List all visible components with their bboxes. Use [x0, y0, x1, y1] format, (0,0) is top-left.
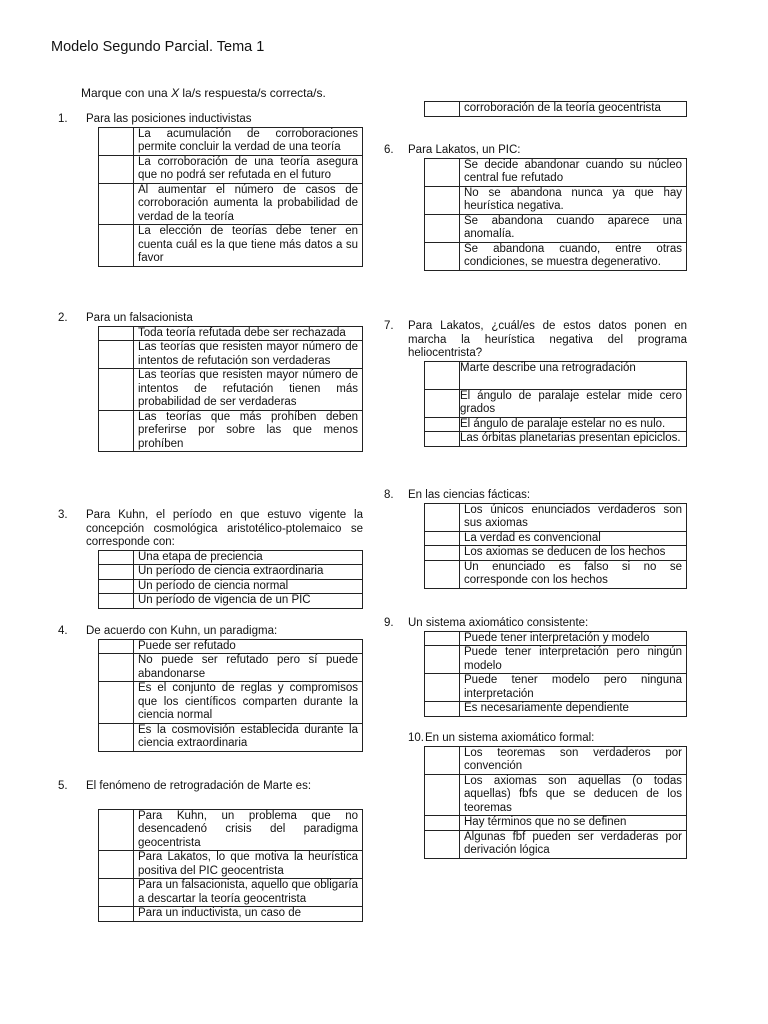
question-5: [58, 780, 363, 922]
instruction-x-mark: X: [171, 86, 180, 100]
answer-checkbox[interactable]: [99, 565, 134, 580]
option-text: Las órbitas planetarias presentan epiciclos.: [460, 432, 687, 447]
question-8: [384, 489, 687, 589]
answer-checkbox[interactable]: [99, 326, 134, 341]
option-row[interactable]: [425, 546, 687, 561]
question-7: [384, 320, 687, 447]
option-text: Un período de ciencia normal: [134, 579, 363, 594]
answer-checkbox[interactable]: [99, 654, 134, 682]
question-5-options: [98, 809, 363, 922]
answer-checkbox[interactable]: [99, 183, 134, 225]
answer-checkbox[interactable]: [99, 579, 134, 594]
option-row[interactable]: [99, 879, 363, 907]
option-row[interactable]: [99, 369, 363, 411]
option-text: Al aumentar el número de casos de corroboración aumenta la probabilidad de verdad de la teoría: [134, 183, 363, 225]
question-8-options: [424, 503, 687, 589]
question-6-stem: 6. Para Lakatos, un PIC:: [384, 144, 521, 156]
answer-checkbox[interactable]: [425, 389, 460, 417]
option-text: Las teorías que resisten mayor número de intentos de refutación tienen más probabilidad de ser verdaderas: [134, 369, 363, 411]
option-text: La elección de teorías debe tener en cuenta cuál es la que tiene más datos a su favor: [134, 225, 363, 267]
question-5-continued: [424, 101, 687, 117]
option-text: El ángulo de paralaje estelar no es nulo.: [460, 417, 687, 432]
answer-checkbox[interactable]: [425, 214, 460, 242]
question-7-stem: 7. Para Lakatos, ¿cuál/es de estos datos ponen en marcha la heurística negativa del programa heliocentrista?: [384, 320, 687, 359]
option-row[interactable]: [99, 341, 363, 369]
option-row[interactable]: [99, 594, 363, 609]
question-5-continued-row: [424, 101, 687, 117]
answer-checkbox[interactable]: [425, 646, 460, 674]
answer-checkbox[interactable]: [99, 410, 134, 452]
option-row[interactable]: [99, 723, 363, 751]
option-row[interactable]: [99, 183, 363, 225]
option-text: Un período de vigencia de un PIC: [134, 594, 363, 609]
option-row[interactable]: [99, 639, 363, 654]
question-4: [58, 625, 363, 752]
option-row[interactable]: [425, 646, 687, 674]
option-row[interactable]: [425, 531, 687, 546]
question-10: [408, 732, 687, 859]
option-text: Puede tener interpretación pero ningún modelo: [460, 646, 687, 674]
answer-checkbox[interactable]: [425, 702, 460, 717]
option-text: Un enunciado es falso si no se corresponde con los hechos: [460, 560, 687, 588]
answer-checkbox[interactable]: [99, 639, 134, 654]
option-row[interactable]: [425, 674, 687, 702]
question-3-options: [98, 550, 363, 609]
option-row[interactable]: [425, 186, 687, 214]
question-1: [58, 113, 363, 267]
answer-checkbox[interactable]: [425, 546, 460, 561]
question-10-options: [424, 746, 687, 859]
answer-checkbox[interactable]: [425, 242, 460, 270]
question-2-options: [98, 326, 363, 453]
option-row[interactable]: [425, 631, 687, 646]
option-text: Un período de ciencia extraordinaria: [134, 565, 363, 580]
option-text: Las teorías que resisten mayor número de intentos de refutación son verdaderas: [134, 341, 363, 369]
question-6-options: [424, 158, 687, 271]
question-10-stem: 10. En un sistema axiomático formal:: [408, 732, 595, 744]
option-text: Puede tener modelo pero ninguna interpretación: [460, 674, 687, 702]
option-text: Toda teoría refutada debe ser rechazada: [134, 326, 363, 341]
option-row[interactable]: [99, 565, 363, 580]
option-row[interactable]: [425, 746, 687, 774]
question-4-stem: 4. De acuerdo con Kuhn, un paradigma:: [58, 625, 278, 637]
question-2-stem: 2. Para un falsacionista: [58, 312, 193, 324]
instruction: Marque con una X la/s respuesta/s correcta/s.: [81, 86, 326, 100]
option-row[interactable]: [425, 242, 687, 270]
option-row[interactable]: [425, 503, 687, 531]
option-row[interactable]: [99, 682, 363, 724]
option-text: El ángulo de paralaje estelar mide cero grados: [460, 389, 687, 417]
option-text: Puede ser refutado: [134, 639, 363, 654]
option-row[interactable]: [425, 432, 687, 447]
question-6: [384, 144, 687, 271]
option-row[interactable]: [99, 410, 363, 452]
answer-checkbox[interactable]: [99, 341, 134, 369]
option-row[interactable]: [99, 550, 363, 565]
option-row[interactable]: [99, 155, 363, 183]
question-1-options: [98, 127, 363, 267]
answer-checkbox[interactable]: [425, 531, 460, 546]
page-title: Modelo Segundo Parcial. Tema 1: [51, 39, 265, 55]
question-3-stem: 3. Para Kuhn, el período en que estuvo vigente la concepción cosmológica aristotélico-ptolemaico se corresponde con:: [58, 509, 363, 548]
answer-checkbox[interactable]: [425, 816, 460, 831]
option-row[interactable]: [425, 816, 687, 831]
option-text: Es el conjunto de reglas y compromisos que los científicos comparten durante la ciencia normal: [134, 682, 363, 724]
option-text: Los únicos enunciados verdaderos son sus axiomas: [460, 503, 687, 531]
question-2: [58, 312, 363, 452]
answer-checkbox[interactable]: [99, 723, 134, 751]
option-row[interactable]: [425, 702, 687, 717]
answer-checkbox[interactable]: [425, 774, 460, 816]
answer-checkbox[interactable]: [99, 155, 134, 183]
option-text: Una etapa de preciencia: [134, 550, 363, 565]
option-text: Marte describe una retrogradación: [460, 361, 687, 389]
option-row[interactable]: [425, 417, 687, 432]
question-9: [384, 617, 687, 717]
option-text: La verdad es convencional: [460, 531, 687, 546]
answer-checkbox[interactable]: [99, 127, 134, 155]
question-3: [58, 509, 363, 609]
answer-checkbox[interactable]: [99, 369, 134, 411]
option-row[interactable]: [425, 158, 687, 186]
question-5-stem: 5. El fenómeno de retrogradación de Marte es:: [58, 780, 312, 792]
answer-checkbox[interactable]: [425, 674, 460, 702]
option-text: Se abandona cuando aparece una anomalía.: [460, 214, 687, 242]
option-text: Los teoremas son verdaderos por convención: [460, 746, 687, 774]
option-text: La corroboración de una teoría asegura que no podrá ser refutada en el futuro: [134, 155, 363, 183]
answer-checkbox[interactable]: [99, 879, 134, 907]
option-text: La acumulación de corroboraciones permite concluir la verdad de una teoría: [134, 127, 363, 155]
question-8-stem: 8. En las ciencias fácticas:: [384, 489, 531, 501]
option-row[interactable]: [99, 326, 363, 341]
option-text: Para Lakatos, lo que motiva la heurística positiva del PIC geocentrista: [134, 851, 363, 879]
question-7-options: [424, 361, 687, 447]
option-row[interactable]: [425, 102, 687, 117]
option-text: Las teorías que más prohíben deben preferirse por sobre las que menos prohíben: [134, 410, 363, 452]
option-row[interactable]: [99, 654, 363, 682]
option-row[interactable]: [99, 225, 363, 267]
option-text: Para Kuhn, un problema que no desencadenó crisis del paradigma geocentrista: [134, 809, 363, 851]
question-4-options: [98, 639, 363, 752]
answer-checkbox[interactable]: [425, 361, 460, 389]
option-text: Es necesariamente dependiente: [460, 702, 687, 717]
option-row[interactable]: [425, 214, 687, 242]
option-text: Se abandona cuando, entre otras condiciones, se muestra degenerativo.: [460, 242, 687, 270]
answer-checkbox[interactable]: [425, 432, 460, 447]
option-row[interactable]: [99, 907, 363, 922]
option-row[interactable]: [99, 809, 363, 851]
option-text: Puede tener interpretación y modelo: [460, 631, 687, 646]
option-row[interactable]: [99, 579, 363, 594]
option-row[interactable]: [425, 830, 687, 858]
option-text: Para un inductivista, un caso de: [134, 907, 363, 922]
option-row[interactable]: [99, 127, 363, 155]
answer-checkbox[interactable]: [425, 746, 460, 774]
option-row[interactable]: [425, 389, 687, 417]
answer-checkbox[interactable]: [425, 560, 460, 588]
answer-checkbox[interactable]: [99, 550, 134, 565]
option-text: Los axiomas se deducen de los hechos: [460, 546, 687, 561]
option-text: Algunas fbf pueden ser verdaderas por derivación lógica: [460, 830, 687, 858]
option-text: corroboración de la teoría geocentrista: [460, 102, 687, 117]
question-1-stem: 1. Para las posiciones inductivistas: [58, 113, 252, 125]
option-text: No se abandona nunca ya que hay heurística negativa.: [460, 186, 687, 214]
answer-checkbox[interactable]: [425, 417, 460, 432]
answer-checkbox[interactable]: [425, 503, 460, 531]
answer-checkbox[interactable]: [99, 682, 134, 724]
answer-checkbox[interactable]: [425, 158, 460, 186]
option-text: No puede ser refutado pero sí puede abandonarse: [134, 654, 363, 682]
option-row[interactable]: [425, 774, 687, 816]
answer-checkbox[interactable]: [99, 809, 134, 851]
option-text: Es la cosmovisión establecida durante la ciencia extraordinaria: [134, 723, 363, 751]
answer-checkbox[interactable]: [99, 851, 134, 879]
answer-checkbox[interactable]: [99, 594, 134, 609]
option-text: Hay términos que no se definen: [460, 816, 687, 831]
answer-checkbox[interactable]: [99, 907, 134, 922]
question-9-stem: 9. Un sistema axiomático consistente:: [384, 617, 589, 629]
answer-checkbox[interactable]: [425, 102, 460, 117]
option-text: Los axiomas son aquellas (o todas aquellas) fbfs que se deducen de los teoremas: [460, 774, 687, 816]
answer-checkbox[interactable]: [425, 186, 460, 214]
option-row[interactable]: [99, 851, 363, 879]
question-9-options: [424, 631, 687, 717]
option-row[interactable]: [425, 361, 687, 389]
option-row[interactable]: [425, 560, 687, 588]
answer-checkbox[interactable]: [99, 225, 134, 267]
answer-checkbox[interactable]: [425, 631, 460, 646]
answer-checkbox[interactable]: [425, 830, 460, 858]
option-text: Para un falsacionista, aquello que obligaría a descartar la teoría geocentrista: [134, 879, 363, 907]
option-text: Se decide abandonar cuando su núcleo central fue refutado: [460, 158, 687, 186]
